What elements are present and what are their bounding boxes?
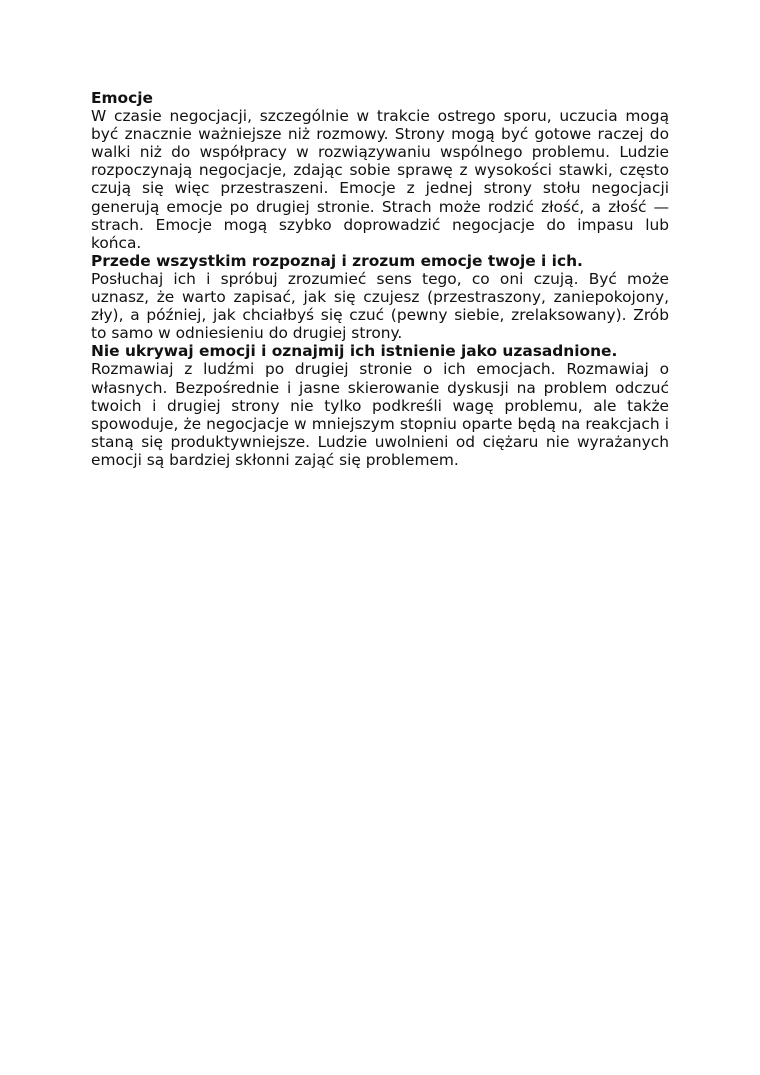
section-heading-acknowledge-emotions: Nie ukrywaj emocji i oznajmij ich istnienie jako uzasadnione.: [91, 342, 618, 361]
paragraph-acknowledge-emotions: Rozmawiaj z ludźmi po drugiej stronie o ich emocjach. Rozmawiaj o własnych. Bezpośrednie i jasne skierowanie dyskusji na problem odczuć twoich i drugiej strony nie tylko podkreśli wagę problemu, ale także spowoduje, że negocjacje w mniejszym stopniu oparte będą na reakcjach i staną się produktywniejsze. Ludzie uwolnieni od ciężaru nie wyrażanych emocji są bardziej skłonni zająć się problemem.: [91, 360, 669, 469]
document-body: [91, 89, 669, 469]
paragraph-recognize-emotions: Posłuchaj ich i spróbuj zrozumieć sens tego, co oni czują. Być może uznasz, że warto zapisać, jak się czujesz (przestraszony, zaniepokojony, zły), a później, jak chciałbyś się czuć (pewny siebie, zrelaksowany). Zrób to samo w odniesieniu do drugiej strony.: [91, 269, 669, 343]
paragraph-emotions-intro: W czasie negocjacji, szczególnie w trakcie ostrego sporu, uczucia mogą być znacznie ważniejsze niż rozmowy. Strony mogą być gotowe raczej do walki niż do współpracy w rozwiązywaniu wspólnego problemu. Ludzie rozpoczynają negocjacje, zdając sobie sprawę z wysokości stawki, często czują się więc przestraszeni. Emocje z jednej strony stołu negocjacji generują emocje po drugiej stronie. Strach może rodzić złość, a złość — strach. Emocje mogą szybko doprowadzić negocjacje do impasu lub końca.: [91, 107, 669, 252]
document-title: Emocje: [91, 89, 153, 107]
section-heading-recognize-emotions: Przede wszystkim rozpoznaj i zrozum emocje twoje i ich.: [91, 251, 583, 270]
